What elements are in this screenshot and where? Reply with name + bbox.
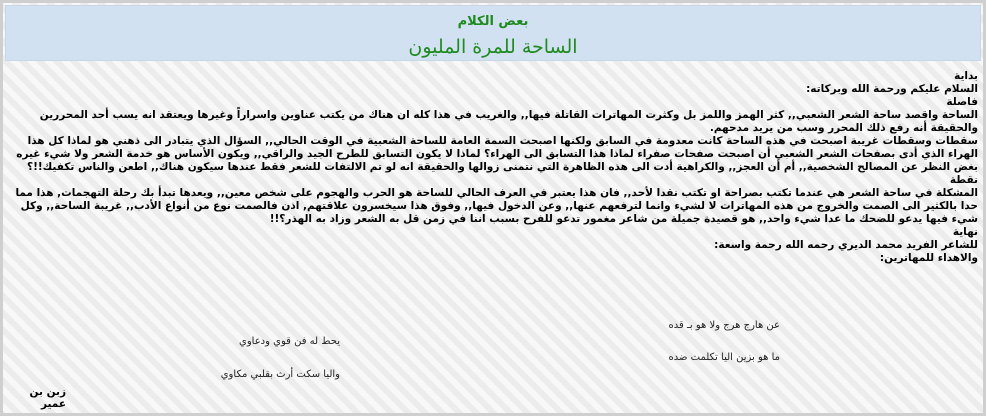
paragraph-3: المشكلة في ساحة الشعر هي عندما تكتب بصراحة او تكتب نقدا لأحد,, فان هذا يعتبر في العرف الحالي للساحة هو الحرب والهجوم على شخص معين,, ويعدها تبدأ بك رحلة التهجمات, هذا مما حدا بالكثير الى الصمت والخروج من هذه المهاترات لا لشيء وانما لترفعهم عنها,, وعن الدخول فيها,, وفوق هذا سيخسرون علاقتهم, اذن فالصمت نوع من أنواع الأدب,, غريبة الساحة,, وكل شيء فيها يدعو للضحك ما عدا شيء واحد,, هو قصيدة جميلة من شاعر مغمور تدعو للفرح بسبب اننا في زمن قل به الشعر وزاد به الهذر؟!! xyxy=(15,187,978,225)
greeting: السلام عليكم ورحمة الله وبركاته: xyxy=(806,83,978,95)
label-fasila: فاصلة xyxy=(946,96,978,108)
page-header xyxy=(5,5,981,61)
poem-line-1-left: يحط له فن قوي ودعاوي xyxy=(239,336,340,347)
poem-line-2-right: ما هو بزين اليا تكلمت ضده xyxy=(668,352,780,363)
page-title: الساحة للمرة المليون xyxy=(408,36,578,58)
label-nuqta: نقطة xyxy=(949,174,978,186)
poem-line-1-right: عن هارج هرج ولا هو بـ قده xyxy=(668,320,780,331)
author-signature: زبن بن عمير xyxy=(29,386,66,410)
dedication-line-1: للشاعر الفريد محمد الديري رحمه الله رحمة واسعة: xyxy=(714,239,978,251)
section-subtitle: بعض الكلام xyxy=(457,14,529,29)
label-nihaya: نهاية xyxy=(952,226,978,238)
label-bidaya: بداية xyxy=(954,70,978,82)
dedication-line-2: والاهداء للمهاترين: xyxy=(879,252,978,264)
poem-line-2-left: واليا سكت أرث بقلبي مكاوي xyxy=(220,369,340,380)
paragraph-2: سقطات وسقطات غريبة اصبحت في هذه الساحة كانت معدومة في السابق ولكنها اصبحت السمة العامة للساحة الشعبية في الوقت الحالي,, السؤال الذي يتبادر الى ذهني هو لماذا كل هذا الهراء الذي أدى بصفحات الشعر الشعبي أن اصبحت صفحات صفراء لماذا هذا التسابق الى الهراء؟ لماذا لا يكون التسابق للطرح الجيد والراقي,, ويكون الأساس هو خدمة الشعر ولا شيء غيره بغض النظر عن المصالح الشخصية,, أم أن العجز,, والكراهية أدت الى هذه الظاهرة التي نتمنى زوالها والحقيقة انه لو تم الالتفات للشعر فقط عندها سيكون هناك,, اطعن والناس تكفيك!!؟ xyxy=(16,135,978,173)
article-body xyxy=(6,70,978,265)
paragraph-1: الساحة واقصد ساحة الشعر الشعبي,, كثر الهمز واللمز بل وكثرت المهاترات القاتلة فيها,, والغريب في هذا كله ان هناك من يكتب عناوين واسراراً وغيرها ويعتقد انه يسب أحد المحررين والحقيقة أنه رفع ذلك المحرر وسب من يريد مدحهم. xyxy=(39,109,978,134)
